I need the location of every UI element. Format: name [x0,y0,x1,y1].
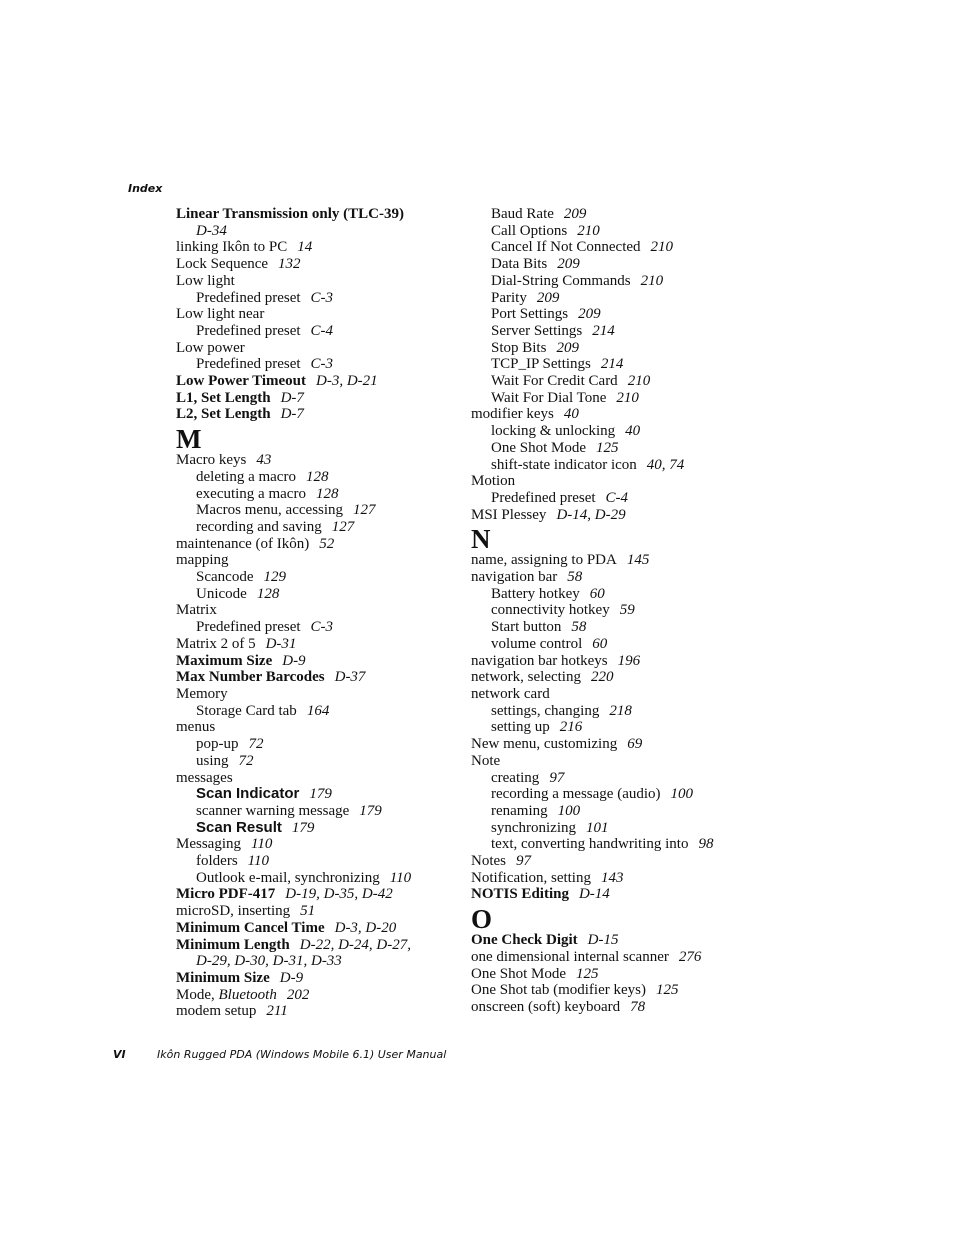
index-page-refs: D-37 [334,669,366,686]
index-letter-heading: N [471,524,491,555]
index-entry [176,340,446,357]
index-subentry [176,619,446,636]
index-page-refs: 98 [698,836,714,853]
index-page-refs: 210 [616,389,639,406]
index-page-refs: C-4 [605,489,629,506]
index-entry [176,669,446,686]
index-entry [471,932,741,949]
index-page-refs: 59 [619,602,635,619]
index-term: locking & unlocking [491,423,616,440]
index-subentry [471,820,741,837]
index-term: TCP_IP Settings [491,356,591,373]
index-term: name, assigning to PDA [471,552,617,569]
index-subentry [176,502,446,519]
index-term: Stop Bits [491,339,547,356]
index-entry [176,373,446,390]
index-subentry [176,356,446,373]
index-page-refs: 72 [248,736,264,753]
index-entry [471,686,741,703]
index-subentry [176,736,446,753]
index-page-refs: 110 [247,853,270,870]
index-page-refs: 128 [256,585,280,602]
index-entry [176,719,446,736]
index-page-refs: 132 [278,256,301,273]
index-subentry [471,390,741,407]
index-page-refs: 110 [389,869,412,886]
index-term: settings, changing [491,702,600,719]
index-entry [176,239,446,256]
index-term: Macro keys [176,452,247,469]
index-entry [176,273,446,290]
index-subentry [471,423,741,440]
index-page-refs: 14 [297,239,313,256]
index-term: Battery hotkey [491,585,580,602]
index-subentry [471,206,741,223]
index-term: Notification, setting [471,869,591,886]
index-page-refs: 210 [640,272,664,289]
index-term: Minimum Length [176,936,290,953]
index-page-refs: 51 [300,903,316,920]
index-term: Predefined preset [196,356,301,373]
index-term: Notes [471,853,506,870]
index-term: Predefined preset [196,322,301,339]
index-subentry [176,469,446,486]
index-term: text, converting handwriting into [491,836,689,853]
index-term: navigation bar hotkeys [471,652,608,669]
index-term: One Check Digit [471,932,578,949]
index-page-refs: D-29, D-30, D-31, D-33 [196,953,342,970]
index-page-refs: D-9 [282,652,306,669]
index-page-refs: 220 [590,669,614,686]
index-page-refs: D-31 [265,635,297,652]
index-column-left [176,206,446,1020]
index-page-refs: 209 [536,289,560,306]
index-page-refs: 210 [650,239,674,256]
index-page-refs: 276 [678,948,702,965]
index-entry [176,636,446,653]
index-page-refs: 40 [563,406,579,423]
index-subentry [176,519,446,536]
index-term: New menu, customizing [471,736,618,753]
index-term: modem setup [176,1003,257,1020]
index-term: Wait For Credit Card [491,373,618,390]
index-subentry [471,786,741,803]
index-page-refs: D-19, D-35, D-42 [285,886,393,903]
index-page-refs: D-15 [587,932,619,949]
index-term: Mode, [176,986,219,1003]
index-term: modifier keys [471,406,554,423]
index-term: microSD, inserting [176,903,291,920]
index-term: L2, Set Length [176,406,271,423]
index-term: Maximum Size [176,652,273,669]
index-subentry [471,373,741,390]
index-term: Baud Rate [491,206,554,222]
index-page-refs: 209 [563,206,587,222]
index-term: mapping [176,552,229,569]
index-page-refs: 125 [655,982,679,999]
index-entry [176,452,446,469]
index-term: Scancode [196,569,254,586]
index-term: Outlook e-mail, synchronizing [196,869,380,886]
index-subentry [471,490,741,507]
index-subentry [471,602,741,619]
index-term: Low light near [176,306,265,323]
index-subentry [176,486,446,503]
index-term: Unicode [196,585,247,602]
index-entry [176,987,446,1004]
index-term: Linear Transmission only (TLC-39) [176,206,404,222]
index-term: executing a macro [196,485,306,502]
index-term: folders [196,853,238,870]
index-letter-heading: M [176,424,202,455]
index-subentry [471,703,741,720]
index-subentry [176,586,446,603]
manual-title: Ikôn Rugged PDA (Windows Mobile 6.1) User Manual [157,1048,447,1061]
index-subentry [471,273,741,290]
index-entry [176,770,446,787]
index-term: synchronizing [491,819,576,836]
index-term: L1, Set Length [176,389,271,406]
index-term: Predefined preset [196,289,301,306]
index-subentry [471,719,741,736]
index-term: messages [176,769,233,786]
index-term: setting up [491,719,550,736]
index-term: Call Options [491,222,568,239]
index-entry [176,903,446,920]
page-footer [113,1048,446,1061]
index-subentry [471,323,741,340]
index-page-refs: 210 [627,373,651,390]
index-term: Low Power Timeout [176,373,306,390]
index-term: Minimum Size [176,969,270,986]
index-entry [176,602,446,619]
index-term: Server Settings [491,322,583,339]
index-term: One Shot Mode [491,439,586,456]
index-page-refs: C-3 [310,356,334,373]
index-page-refs: 214 [600,356,624,373]
index-term: pop-up [196,736,239,753]
index-term: recording a message (audio) [491,786,661,803]
index-page-refs: 211 [266,1003,288,1020]
index-term: connectivity hotkey [491,602,610,619]
running-header: Index [128,182,163,195]
index-term: Matrix 2 of 5 [176,635,256,652]
index-term: menus [176,719,216,736]
index-page-refs: 78 [630,998,646,1015]
index-page-refs: D-3, D-21 [316,373,378,390]
index-page-refs: 218 [609,702,632,719]
index-term: deleting a macro [196,468,296,485]
index-entry [471,406,741,423]
index-page-refs: C-4 [310,322,334,339]
index-subentry [176,290,446,307]
index-entry [471,736,741,753]
index-term: Data Bits [491,256,548,273]
index-page-refs: C-3 [310,619,334,636]
index-term: One Shot Mode [471,965,566,982]
index-term: recording and saving [196,518,322,535]
index-term: Macros menu, accessing [196,502,344,519]
index-term: scanner warning message [196,802,350,819]
index-term: volume control [491,635,583,652]
index-page-refs: D-22, D-24, D-27, [299,936,411,953]
page-number: VI [113,1048,126,1061]
index-page-refs: 145 [626,552,650,569]
index-term: onscreen (soft) keyboard [471,998,621,1015]
index-subentry [471,586,741,603]
index-subentry [471,340,741,357]
index-subentry [176,820,446,837]
index-page-refs: D-7 [280,406,304,423]
index-subentry [471,803,741,820]
index-page-refs: 58 [567,569,583,586]
index-term: Predefined preset [491,489,596,506]
index-page-refs: 125 [576,965,599,982]
index-page-refs: 164 [306,702,330,719]
index-term: navigation bar [471,569,558,586]
index-subentry [176,753,446,770]
index-page-refs: D-3, D-20 [334,919,397,936]
index-entry-continuation [176,223,446,240]
index-term: Storage Card tab [196,702,297,719]
index-term: Minimum Cancel Time [176,919,325,936]
index-entry [471,870,741,887]
index-page-refs: 43 [256,452,272,469]
index-entry [176,256,446,273]
index-term: Wait For Dial Tone [491,389,607,406]
index-term: Messaging [176,836,241,853]
index-page-refs: 202 [286,986,310,1003]
index-subentry [471,356,741,373]
index-term: Predefined preset [196,619,301,636]
index-entry [471,982,741,999]
index-term: Memory [176,685,228,702]
index-page-refs: 196 [617,652,641,669]
index-page-refs: 125 [596,439,619,456]
index-page-refs: 101 [585,819,609,836]
index-page-refs: D-34 [196,222,227,239]
index-subentry [471,256,741,273]
index-term: Parity [491,289,527,306]
index-term: Matrix [176,602,217,619]
index-entry [471,569,741,586]
index-entry [471,853,741,870]
index-entry [176,306,446,323]
index-subentry [176,803,446,820]
index-term: NOTIS Editing [471,886,569,903]
index-page-refs: 127 [331,518,355,535]
index-subentry [471,619,741,636]
index-term: maintenance (of Ikôn) [176,535,310,552]
index-entry-continuation [176,953,446,970]
index-page-refs: 179 [359,802,382,819]
index-subentry [471,770,741,787]
index-page-refs: 100 [557,802,581,819]
index-subentry [471,239,741,256]
index-page-refs: 143 [600,869,624,886]
index-page-refs: 110 [251,836,273,853]
index-entry [176,937,446,954]
index-entry [176,406,446,423]
index-term: one dimensional internal scanner [471,948,669,965]
index-term: Max Number Barcodes [176,669,325,686]
index-page-refs: 128 [305,468,329,485]
index-term: Start button [491,619,562,636]
index-term: network card [471,685,550,702]
index-page-refs: 40, 74 [646,456,685,473]
index-entry [176,886,446,903]
index-entry [176,686,446,703]
index-page-refs: 214 [592,322,615,339]
index-entry [176,920,446,937]
index-subentry [176,569,446,586]
index-term: Micro PDF-417 [176,886,276,903]
index-subentry [471,836,741,853]
index-entry [176,390,446,407]
index-entry [176,536,446,553]
index-term: Port Settings [491,306,569,323]
index-page-refs: D-7 [280,389,304,406]
index-page-refs: 60 [589,585,605,602]
index-subentry [176,323,446,340]
index-subentry [176,870,446,887]
index-subentry [471,223,741,240]
index-term: using [196,752,229,769]
index-subentry [176,786,446,803]
index-page-refs: 179 [309,786,332,803]
index-page-refs: 72 [238,752,254,769]
index-page-refs: D-9 [279,969,304,986]
index-entry [471,507,741,524]
index-term: creating [491,769,540,786]
index-subentry [471,306,741,323]
index-page-refs: 100 [670,786,694,803]
index-term: Note [471,752,501,769]
index-page-refs: 97 [516,853,531,870]
index-entry [471,966,741,983]
index-entry [471,653,741,670]
index-entry [176,653,446,670]
index-entry [176,970,446,987]
index-page-refs: 52 [319,535,335,552]
index-page-refs: 216 [559,719,583,736]
index-page-refs: D-14 [578,886,610,903]
index-entry [471,999,741,1016]
index-term: Scan Indicator [196,785,300,803]
index-page-refs: 69 [627,736,643,753]
index-page-refs: 209 [556,339,579,356]
index-page-refs: 129 [263,569,286,586]
index-page-refs: 209 [557,256,580,273]
index-entry [176,1003,446,1020]
index-entry [471,886,741,903]
index-page-refs: 40 [625,423,641,440]
index-term: MSI Plessey [471,506,547,523]
index-entry [176,836,446,853]
index-page-refs: 179 [291,819,315,836]
index-column-right [471,206,741,1016]
index-letter-heading: O [471,904,493,935]
index-entry [176,206,446,223]
index-page-refs: 60 [592,635,608,652]
index-term: Low light [176,272,235,289]
index-entry [471,669,741,686]
index-page-refs: 58 [571,619,587,636]
index-subentry [471,457,741,474]
index-page-refs: 210 [577,222,600,239]
index-term: shift-state indicator icon [491,456,637,473]
index-entry [176,552,446,569]
index-term: Lock Sequence [176,256,269,273]
index-entry [471,552,741,569]
index-term: linking Ikôn to PC [176,239,288,256]
index-page-refs: 127 [353,502,376,519]
index-page-refs: 209 [578,306,601,323]
index-page-refs: C-3 [310,289,334,306]
index-term: Dial-String Commands [491,272,631,289]
index-subentry [471,440,741,457]
index-entry [471,473,741,490]
index-term: Scan Result [196,818,282,836]
index-subentry [176,703,446,720]
index-entry [471,949,741,966]
index-page-refs: D-14, D-29 [556,506,626,523]
index-page-refs: 97 [549,769,565,786]
index-term: Cancel If Not Connected [491,239,641,256]
index-subentry [471,636,741,653]
index-page-refs: 128 [315,485,339,502]
index-subentry [471,290,741,307]
index-term: Low power [176,339,245,356]
index-term-emphasis: Bluetooth [218,986,277,1003]
index-entry [471,753,741,770]
index-term: network, selecting [471,669,581,686]
index-term: One Shot tab (modifier keys) [471,982,646,999]
index-term: renaming [491,802,548,819]
index-subentry [176,853,446,870]
index-term: Motion [471,473,516,490]
